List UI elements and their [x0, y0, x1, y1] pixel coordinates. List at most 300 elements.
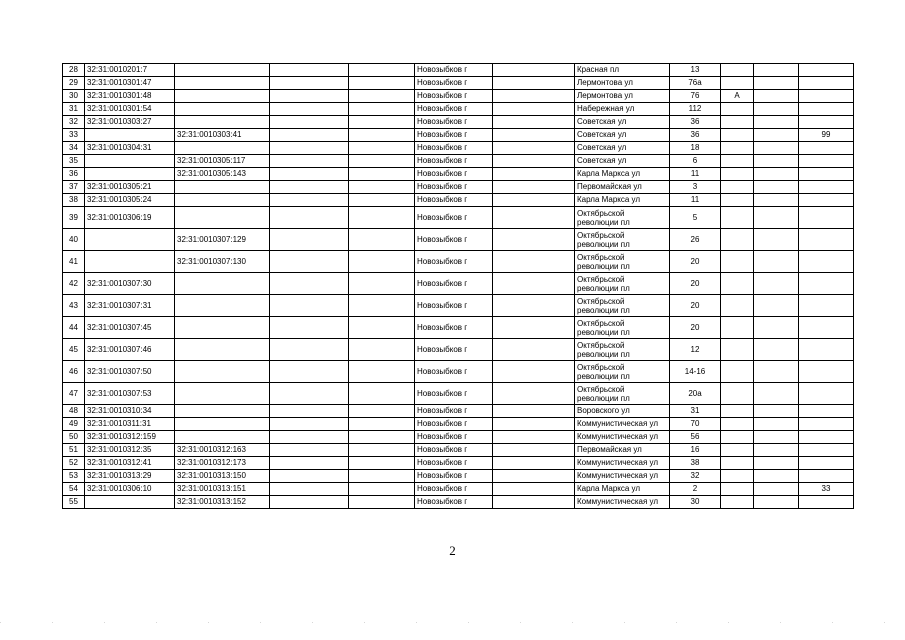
house-number-cell: 56 — [670, 431, 721, 444]
empty-column-4-cell — [349, 457, 415, 470]
cadastral-number-cell: 32:31:0010307:50 — [85, 361, 175, 383]
empty-column-10-cell — [754, 194, 799, 207]
cadastral-number-cell: 32:31:0010305:21 — [85, 181, 175, 194]
street-cell: Карла Маркса ул — [575, 483, 670, 496]
table-row — [63, 295, 854, 317]
letter-cell — [721, 339, 754, 361]
empty-column-10-cell — [754, 383, 799, 405]
table-row — [63, 129, 854, 142]
apartment-cell: 99 — [799, 129, 854, 142]
empty-column-10-cell — [754, 168, 799, 181]
letter-cell — [721, 103, 754, 116]
empty-column-10-cell — [754, 129, 799, 142]
house-number-cell: 31 — [670, 405, 721, 418]
empty-column-6-cell — [493, 129, 575, 142]
row-number-cell: 55 — [63, 496, 85, 509]
apartment-cell — [799, 295, 854, 317]
street-cell: Советская ул — [575, 116, 670, 129]
table-row — [63, 229, 854, 251]
city-cell: Новозыбков г — [415, 295, 493, 317]
house-number-cell: 11 — [670, 168, 721, 181]
row-number-cell: 35 — [63, 155, 85, 168]
cadastral-number-2-cell: 32:31:0010307:130 — [175, 251, 270, 273]
cadastral-number-2-cell — [175, 317, 270, 339]
empty-column-3-cell — [270, 496, 349, 509]
cadastral-number-2-cell — [175, 339, 270, 361]
empty-column-6-cell — [493, 116, 575, 129]
empty-column-6-cell — [493, 483, 575, 496]
cadastral-number-2-cell — [175, 90, 270, 103]
street-cell: Коммунистическая ул — [575, 418, 670, 431]
cadastral-number-2-cell: 32:31:0010312:163 — [175, 444, 270, 457]
house-number-cell: 20 — [670, 273, 721, 295]
apartment-cell — [799, 64, 854, 77]
letter-cell — [721, 273, 754, 295]
letter-cell — [721, 129, 754, 142]
letter-cell — [721, 207, 754, 229]
row-number-cell: 44 — [63, 317, 85, 339]
empty-column-3-cell — [270, 457, 349, 470]
scan-edge-artifact — [0, 622, 905, 623]
letter-cell — [721, 181, 754, 194]
empty-column-10-cell — [754, 444, 799, 457]
row-number-cell: 34 — [63, 142, 85, 155]
apartment-cell — [799, 77, 854, 90]
cadastral-number-cell: 32:31:0010304:31 — [85, 142, 175, 155]
empty-column-4-cell — [349, 295, 415, 317]
row-number-cell: 30 — [63, 90, 85, 103]
letter-cell — [721, 405, 754, 418]
letter-cell — [721, 361, 754, 383]
table-row — [63, 339, 854, 361]
street-cell: Коммунистическая ул — [575, 470, 670, 483]
city-cell: Новозыбков г — [415, 168, 493, 181]
empty-column-6-cell — [493, 383, 575, 405]
row-number-cell: 41 — [63, 251, 85, 273]
empty-column-4-cell — [349, 431, 415, 444]
table-row — [63, 431, 854, 444]
letter-cell — [721, 317, 754, 339]
empty-column-6-cell — [493, 168, 575, 181]
apartment-cell — [799, 457, 854, 470]
house-number-cell: 20а — [670, 383, 721, 405]
table-row — [63, 77, 854, 90]
cadastral-number-2-cell — [175, 295, 270, 317]
apartment-cell — [799, 317, 854, 339]
empty-column-10-cell — [754, 155, 799, 168]
city-cell: Новозыбков г — [415, 457, 493, 470]
empty-column-10-cell — [754, 483, 799, 496]
apartment-cell — [799, 418, 854, 431]
letter-cell — [721, 155, 754, 168]
empty-column-3-cell — [270, 142, 349, 155]
empty-column-6-cell — [493, 405, 575, 418]
empty-column-4-cell — [349, 103, 415, 116]
letter-cell — [721, 496, 754, 509]
empty-column-10-cell — [754, 317, 799, 339]
house-number-cell: 18 — [670, 142, 721, 155]
apartment-cell — [799, 168, 854, 181]
empty-column-6-cell — [493, 431, 575, 444]
letter-cell — [721, 229, 754, 251]
empty-column-3-cell — [270, 418, 349, 431]
empty-column-6-cell — [493, 496, 575, 509]
empty-column-4-cell — [349, 317, 415, 339]
empty-column-4-cell — [349, 64, 415, 77]
empty-column-3-cell — [270, 483, 349, 496]
empty-column-4-cell — [349, 418, 415, 431]
house-number-cell: 36 — [670, 129, 721, 142]
row-number-cell: 43 — [63, 295, 85, 317]
empty-column-6-cell — [493, 470, 575, 483]
city-cell: Новозыбков г — [415, 496, 493, 509]
street-cell: Воровского ул — [575, 405, 670, 418]
empty-column-10-cell — [754, 77, 799, 90]
empty-column-6-cell — [493, 181, 575, 194]
row-number-cell: 51 — [63, 444, 85, 457]
city-cell: Новозыбков г — [415, 444, 493, 457]
cadastral-number-2-cell — [175, 194, 270, 207]
house-number-cell: 112 — [670, 103, 721, 116]
house-number-cell: 32 — [670, 470, 721, 483]
street-cell: Набережная ул — [575, 103, 670, 116]
cadastral-number-cell: 32:31:0010307:46 — [85, 339, 175, 361]
cadastral-number-2-cell: 32:31:0010307:129 — [175, 229, 270, 251]
letter-cell — [721, 444, 754, 457]
cadastral-number-cell: 32:31:0010312:159 — [85, 431, 175, 444]
apartment-cell — [799, 470, 854, 483]
apartment-cell — [799, 444, 854, 457]
empty-column-3-cell — [270, 103, 349, 116]
cadastral-number-2-cell: 32:31:0010305:143 — [175, 168, 270, 181]
city-cell: Новозыбков г — [415, 116, 493, 129]
city-cell: Новозыбков г — [415, 103, 493, 116]
table-row — [63, 251, 854, 273]
house-number-cell: 70 — [670, 418, 721, 431]
table-row — [63, 116, 854, 129]
street-cell: Карла Маркса ул — [575, 168, 670, 181]
street-cell: Октябрьской революции пл — [575, 295, 670, 317]
cadastral-number-cell: 32:31:0010301:54 — [85, 103, 175, 116]
row-number-cell: 50 — [63, 431, 85, 444]
city-cell: Новозыбков г — [415, 129, 493, 142]
table-row — [63, 444, 854, 457]
street-cell: Первомайская ул — [575, 181, 670, 194]
table-row — [63, 142, 854, 155]
empty-column-6-cell — [493, 77, 575, 90]
empty-column-6-cell — [493, 444, 575, 457]
empty-column-3-cell — [270, 155, 349, 168]
row-number-cell: 31 — [63, 103, 85, 116]
cadastral-number-2-cell: 32:31:0010312:173 — [175, 457, 270, 470]
house-number-cell: 3 — [670, 181, 721, 194]
empty-column-3-cell — [270, 116, 349, 129]
empty-column-4-cell — [349, 339, 415, 361]
empty-column-4-cell — [349, 273, 415, 295]
empty-column-4-cell — [349, 251, 415, 273]
row-number-cell: 54 — [63, 483, 85, 496]
row-number-cell: 28 — [63, 64, 85, 77]
street-cell: Октябрьской революции пл — [575, 361, 670, 383]
empty-column-3-cell — [270, 273, 349, 295]
house-number-cell: 20 — [670, 317, 721, 339]
house-number-cell: 30 — [670, 496, 721, 509]
cadastral-number-2-cell — [175, 181, 270, 194]
cadastral-number-2-cell — [175, 383, 270, 405]
city-cell: Новозыбков г — [415, 361, 493, 383]
street-cell: Лермонтова ул — [575, 90, 670, 103]
empty-column-3-cell — [270, 181, 349, 194]
empty-column-6-cell — [493, 90, 575, 103]
address-table — [62, 63, 854, 509]
empty-column-4-cell — [349, 168, 415, 181]
city-cell: Новозыбков г — [415, 251, 493, 273]
house-number-cell: 16 — [670, 444, 721, 457]
city-cell: Новозыбков г — [415, 194, 493, 207]
cadastral-number-cell: 32:31:0010311:31 — [85, 418, 175, 431]
letter-cell — [721, 142, 754, 155]
row-number-cell: 47 — [63, 383, 85, 405]
row-number-cell: 32 — [63, 116, 85, 129]
cadastral-number-cell: 32:31:0010312:35 — [85, 444, 175, 457]
empty-column-10-cell — [754, 103, 799, 116]
cadastral-number-2-cell — [175, 64, 270, 77]
table-row — [63, 155, 854, 168]
letter-cell — [721, 295, 754, 317]
empty-column-4-cell — [349, 129, 415, 142]
empty-column-4-cell — [349, 90, 415, 103]
empty-column-10-cell — [754, 64, 799, 77]
cadastral-number-cell: 32:31:0010303:27 — [85, 116, 175, 129]
letter-cell — [721, 116, 754, 129]
city-cell: Новозыбков г — [415, 155, 493, 168]
empty-column-6-cell — [493, 229, 575, 251]
house-number-cell: 5 — [670, 207, 721, 229]
cadastral-number-cell: 32:31:0010307:45 — [85, 317, 175, 339]
city-cell: Новозыбков г — [415, 229, 493, 251]
row-number-cell: 36 — [63, 168, 85, 181]
apartment-cell — [799, 339, 854, 361]
cadastral-number-2-cell — [175, 142, 270, 155]
empty-column-10-cell — [754, 273, 799, 295]
cadastral-number-2-cell — [175, 405, 270, 418]
apartment-cell — [799, 496, 854, 509]
empty-column-10-cell — [754, 418, 799, 431]
row-number-cell: 49 — [63, 418, 85, 431]
letter-cell — [721, 251, 754, 273]
cadastral-number-cell: 32:31:0010301:48 — [85, 90, 175, 103]
city-cell: Новозыбков г — [415, 405, 493, 418]
cadastral-number-2-cell: 32:31:0010305:117 — [175, 155, 270, 168]
empty-column-10-cell — [754, 90, 799, 103]
row-number-cell: 52 — [63, 457, 85, 470]
empty-column-6-cell — [493, 207, 575, 229]
street-cell: Октябрьской революции пл — [575, 317, 670, 339]
apartment-cell — [799, 207, 854, 229]
street-cell: Октябрьской революции пл — [575, 229, 670, 251]
city-cell: Новозыбков г — [415, 64, 493, 77]
street-cell: Красная пл — [575, 64, 670, 77]
apartment-cell — [799, 383, 854, 405]
city-cell: Новозыбков г — [415, 273, 493, 295]
letter-cell — [721, 418, 754, 431]
house-number-cell: 14-16 — [670, 361, 721, 383]
row-number-cell: 33 — [63, 129, 85, 142]
empty-column-3-cell — [270, 194, 349, 207]
empty-column-6-cell — [493, 103, 575, 116]
row-number-cell: 40 — [63, 229, 85, 251]
table-row — [63, 168, 854, 181]
street-cell: Лермонтова ул — [575, 77, 670, 90]
city-cell: Новозыбков г — [415, 383, 493, 405]
cadastral-number-cell — [85, 168, 175, 181]
empty-column-10-cell — [754, 431, 799, 444]
cadastral-number-cell: 32:31:0010306:10 — [85, 483, 175, 496]
empty-column-6-cell — [493, 361, 575, 383]
empty-column-10-cell — [754, 207, 799, 229]
cadastral-number-2-cell — [175, 103, 270, 116]
empty-column-4-cell — [349, 383, 415, 405]
letter-cell — [721, 431, 754, 444]
street-cell: Октябрьской революции пл — [575, 251, 670, 273]
empty-column-10-cell — [754, 339, 799, 361]
cadastral-number-2-cell — [175, 431, 270, 444]
empty-column-10-cell — [754, 361, 799, 383]
empty-column-3-cell — [270, 207, 349, 229]
empty-column-6-cell — [493, 295, 575, 317]
table-row — [63, 383, 854, 405]
city-cell: Новозыбков г — [415, 90, 493, 103]
cadastral-number-2-cell — [175, 207, 270, 229]
empty-column-3-cell — [270, 251, 349, 273]
apartment-cell — [799, 361, 854, 383]
empty-column-4-cell — [349, 496, 415, 509]
street-cell: Коммунистическая ул — [575, 457, 670, 470]
empty-column-6-cell — [493, 64, 575, 77]
street-cell: Первомайская ул — [575, 444, 670, 457]
empty-column-4-cell — [349, 142, 415, 155]
row-number-cell: 45 — [63, 339, 85, 361]
table-row — [63, 64, 854, 77]
cadastral-number-cell: 32:31:0010310:34 — [85, 405, 175, 418]
city-cell: Новозыбков г — [415, 207, 493, 229]
empty-column-4-cell — [349, 155, 415, 168]
city-cell: Новозыбков г — [415, 470, 493, 483]
apartment-cell — [799, 142, 854, 155]
apartment-cell — [799, 251, 854, 273]
empty-column-3-cell — [270, 361, 349, 383]
house-number-cell: 38 — [670, 457, 721, 470]
city-cell: Новозыбков г — [415, 142, 493, 155]
cadastral-number-2-cell: 32:31:0010313:152 — [175, 496, 270, 509]
cadastral-number-2-cell: 32:31:0010313:150 — [175, 470, 270, 483]
empty-column-10-cell — [754, 142, 799, 155]
city-cell: Новозыбков г — [415, 418, 493, 431]
empty-column-3-cell — [270, 64, 349, 77]
empty-column-6-cell — [493, 339, 575, 361]
row-number-cell: 38 — [63, 194, 85, 207]
city-cell: Новозыбков г — [415, 339, 493, 361]
row-number-cell: 39 — [63, 207, 85, 229]
empty-column-3-cell — [270, 339, 349, 361]
empty-column-10-cell — [754, 181, 799, 194]
table-row — [63, 483, 854, 496]
empty-column-4-cell — [349, 181, 415, 194]
empty-column-3-cell — [270, 470, 349, 483]
cadastral-number-cell: 32:31:0010305:24 — [85, 194, 175, 207]
cadastral-number-cell: 32:31:0010201:7 — [85, 64, 175, 77]
empty-column-3-cell — [270, 405, 349, 418]
letter-cell — [721, 470, 754, 483]
empty-column-3-cell — [270, 383, 349, 405]
row-number-cell: 29 — [63, 77, 85, 90]
cadastral-number-cell — [85, 496, 175, 509]
apartment-cell — [799, 155, 854, 168]
table-row — [63, 317, 854, 339]
cadastral-number-cell: 32:31:0010307:31 — [85, 295, 175, 317]
table-row — [63, 194, 854, 207]
house-number-cell: 36 — [670, 116, 721, 129]
empty-column-3-cell — [270, 77, 349, 90]
cadastral-number-cell — [85, 251, 175, 273]
empty-column-4-cell — [349, 361, 415, 383]
empty-column-4-cell — [349, 444, 415, 457]
table-row — [63, 457, 854, 470]
letter-cell: А — [721, 90, 754, 103]
table-row — [63, 103, 854, 116]
street-cell: Коммунистическая ул — [575, 431, 670, 444]
apartment-cell — [799, 90, 854, 103]
street-cell: Советская ул — [575, 129, 670, 142]
table-row — [63, 405, 854, 418]
empty-column-3-cell — [270, 168, 349, 181]
city-cell: Новозыбков г — [415, 431, 493, 444]
cadastral-number-2-cell — [175, 273, 270, 295]
empty-column-4-cell — [349, 405, 415, 418]
row-number-cell: 46 — [63, 361, 85, 383]
empty-column-3-cell — [270, 317, 349, 339]
apartment-cell: 33 — [799, 483, 854, 496]
empty-column-6-cell — [493, 273, 575, 295]
cadastral-number-cell: 32:31:0010312:41 — [85, 457, 175, 470]
empty-column-3-cell — [270, 295, 349, 317]
row-number-cell: 48 — [63, 405, 85, 418]
house-number-cell: 20 — [670, 295, 721, 317]
cadastral-number-cell — [85, 229, 175, 251]
empty-column-4-cell — [349, 77, 415, 90]
empty-column-6-cell — [493, 194, 575, 207]
empty-column-10-cell — [754, 457, 799, 470]
empty-column-4-cell — [349, 207, 415, 229]
apartment-cell — [799, 431, 854, 444]
empty-column-10-cell — [754, 116, 799, 129]
street-cell: Октябрьской революции пл — [575, 383, 670, 405]
empty-column-6-cell — [493, 251, 575, 273]
letter-cell — [721, 483, 754, 496]
empty-column-4-cell — [349, 116, 415, 129]
row-number-cell: 42 — [63, 273, 85, 295]
empty-column-10-cell — [754, 405, 799, 418]
empty-column-6-cell — [493, 418, 575, 431]
table-row — [63, 496, 854, 509]
empty-column-3-cell — [270, 444, 349, 457]
empty-column-6-cell — [493, 142, 575, 155]
table-row — [63, 273, 854, 295]
house-number-cell: 6 — [670, 155, 721, 168]
page-number: 2 — [449, 543, 456, 558]
house-number-cell: 2 — [670, 483, 721, 496]
city-cell: Новозыбков г — [415, 77, 493, 90]
